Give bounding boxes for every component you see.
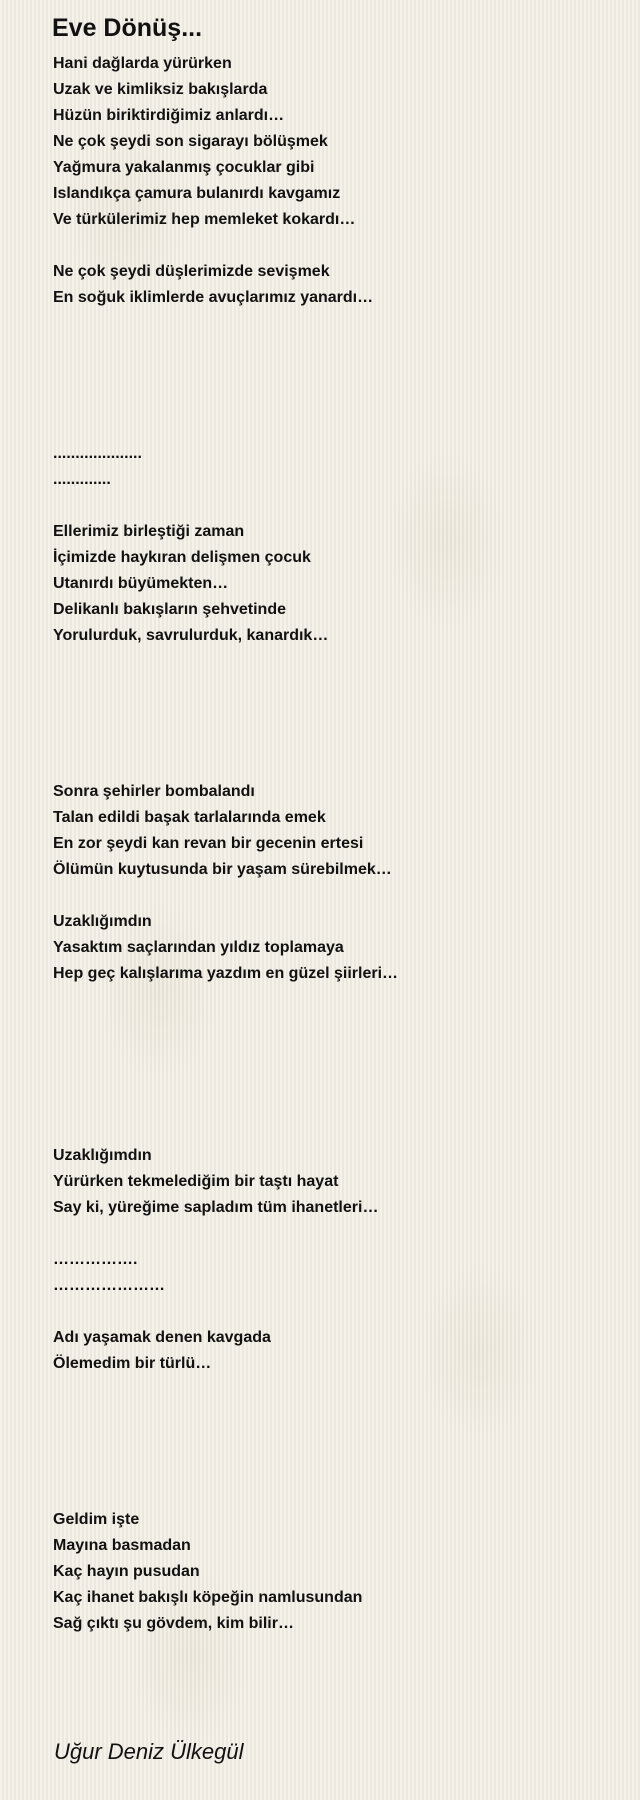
- poem-line: Uzak ve kimliksiz bakışlarda: [53, 81, 268, 98]
- poem-line: Islandıkça çamura bulanırdı kavgamız: [53, 185, 341, 202]
- stanza-break: [53, 233, 613, 259]
- stanza-break: [53, 493, 613, 519]
- poem-line: Uzaklığımdın: [53, 913, 152, 930]
- poem-body: [53, 51, 613, 1637]
- poem-line: Kaç ihanet bakışlı köpeğin namlusundan: [53, 1589, 363, 1606]
- stanza-break: [53, 1117, 613, 1143]
- stanza-break: [53, 311, 613, 337]
- stanza-break: [53, 1039, 613, 1065]
- poem-line: Utanırdı büyümekten…: [53, 575, 229, 592]
- poem-line: Ölümün kuytusunda bir yaşam sürebilmek…: [53, 861, 392, 878]
- stanza-break: [53, 701, 613, 727]
- stanza-break: [53, 753, 613, 779]
- poem-line: Geldim işte: [53, 1511, 140, 1528]
- stanza-break: [53, 1455, 613, 1481]
- poem-line: Kaç hayın pusudan: [53, 1563, 200, 1580]
- poem-line: Mayına basmadan: [53, 1537, 191, 1554]
- stanza-break: [53, 1091, 613, 1117]
- poem-line: Adı yaşamak denen kavgada: [53, 1329, 271, 1346]
- poem-line: Yasaktım saçlarından yıldız toplamaya: [53, 939, 344, 956]
- poem-line: İçimizde haykıran delişmen çocuk: [53, 549, 311, 566]
- stanza-break: [53, 1403, 613, 1429]
- stanza-break: [53, 389, 613, 415]
- poem-line: Delikanlı bakışların şehvetinde: [53, 601, 286, 618]
- stanza-break: [53, 415, 613, 441]
- poem-line: En soğuk iklimlerde avuçlarımız yanardı…: [53, 289, 374, 306]
- poem-line: Ve türkülerimiz hep memleket kokardı…: [53, 211, 356, 228]
- stanza-break: [53, 883, 613, 909]
- stanza-break: [53, 1299, 613, 1325]
- poem-line: …………….: [53, 1251, 138, 1268]
- poem-line: Ne çok şeydi düşlerimizde sevişmek: [53, 263, 330, 280]
- stanza-break: [53, 649, 613, 675]
- poem-line: Ölemedim bir türlü…: [53, 1355, 212, 1372]
- poem-line: ....................: [53, 445, 142, 462]
- poem-line: En zor şeydi kan revan bir gecenin ertesi: [53, 835, 364, 852]
- poem-line: Yağmura yakalanmış çocuklar gibi: [53, 159, 315, 176]
- stanza-break: [53, 1013, 613, 1039]
- stanza-break: [53, 727, 613, 753]
- poem-line: Hep geç kalışlarıma yazdım en güzel şiirleri…: [53, 965, 399, 982]
- poem-line: .............: [53, 471, 111, 488]
- poem-line: Uzaklığımdın: [53, 1147, 152, 1164]
- poem-line: Yürürken tekmelediğim bir taştı hayat: [53, 1173, 339, 1190]
- poem-line: Hani dağlarda yürürken: [53, 55, 232, 72]
- poem-line: Sonra şehirler bombalandı: [53, 783, 255, 800]
- poem-author: Uğur Deniz Ülkegül: [54, 1739, 244, 1764]
- stanza-break: [53, 1429, 613, 1455]
- stanza-break: [53, 1377, 613, 1403]
- poem-line: Ellerimiz birleştiği zaman: [53, 523, 245, 540]
- poem-line: Hüzün biriktirdiğimiz anlardı…: [53, 107, 285, 124]
- stanza-break: [53, 1221, 613, 1247]
- poem-line: Talan edildi başak tarlalarında emek: [53, 809, 326, 826]
- poem-title: Eve Dönüş...: [52, 14, 203, 42]
- poem-line: Say ki, yüreğime sapladım tüm ihanetleri…: [53, 1199, 379, 1216]
- stanza-break: [53, 1481, 613, 1507]
- stanza-break: [53, 675, 613, 701]
- poem-line: Sağ çıktı şu gövdem, kim bilir…: [53, 1615, 294, 1632]
- stanza-break: [53, 1065, 613, 1091]
- stanza-break: [53, 987, 613, 1013]
- poem-line: …………………: [53, 1277, 165, 1294]
- stanza-break: [53, 337, 613, 363]
- poem-line: Ne çok şeydi son sigarayı bölüşmek: [53, 133, 328, 150]
- stanza-break: [53, 363, 613, 389]
- poem-line: Yorulurduk, savrulurduk, kanardık…: [53, 627, 329, 644]
